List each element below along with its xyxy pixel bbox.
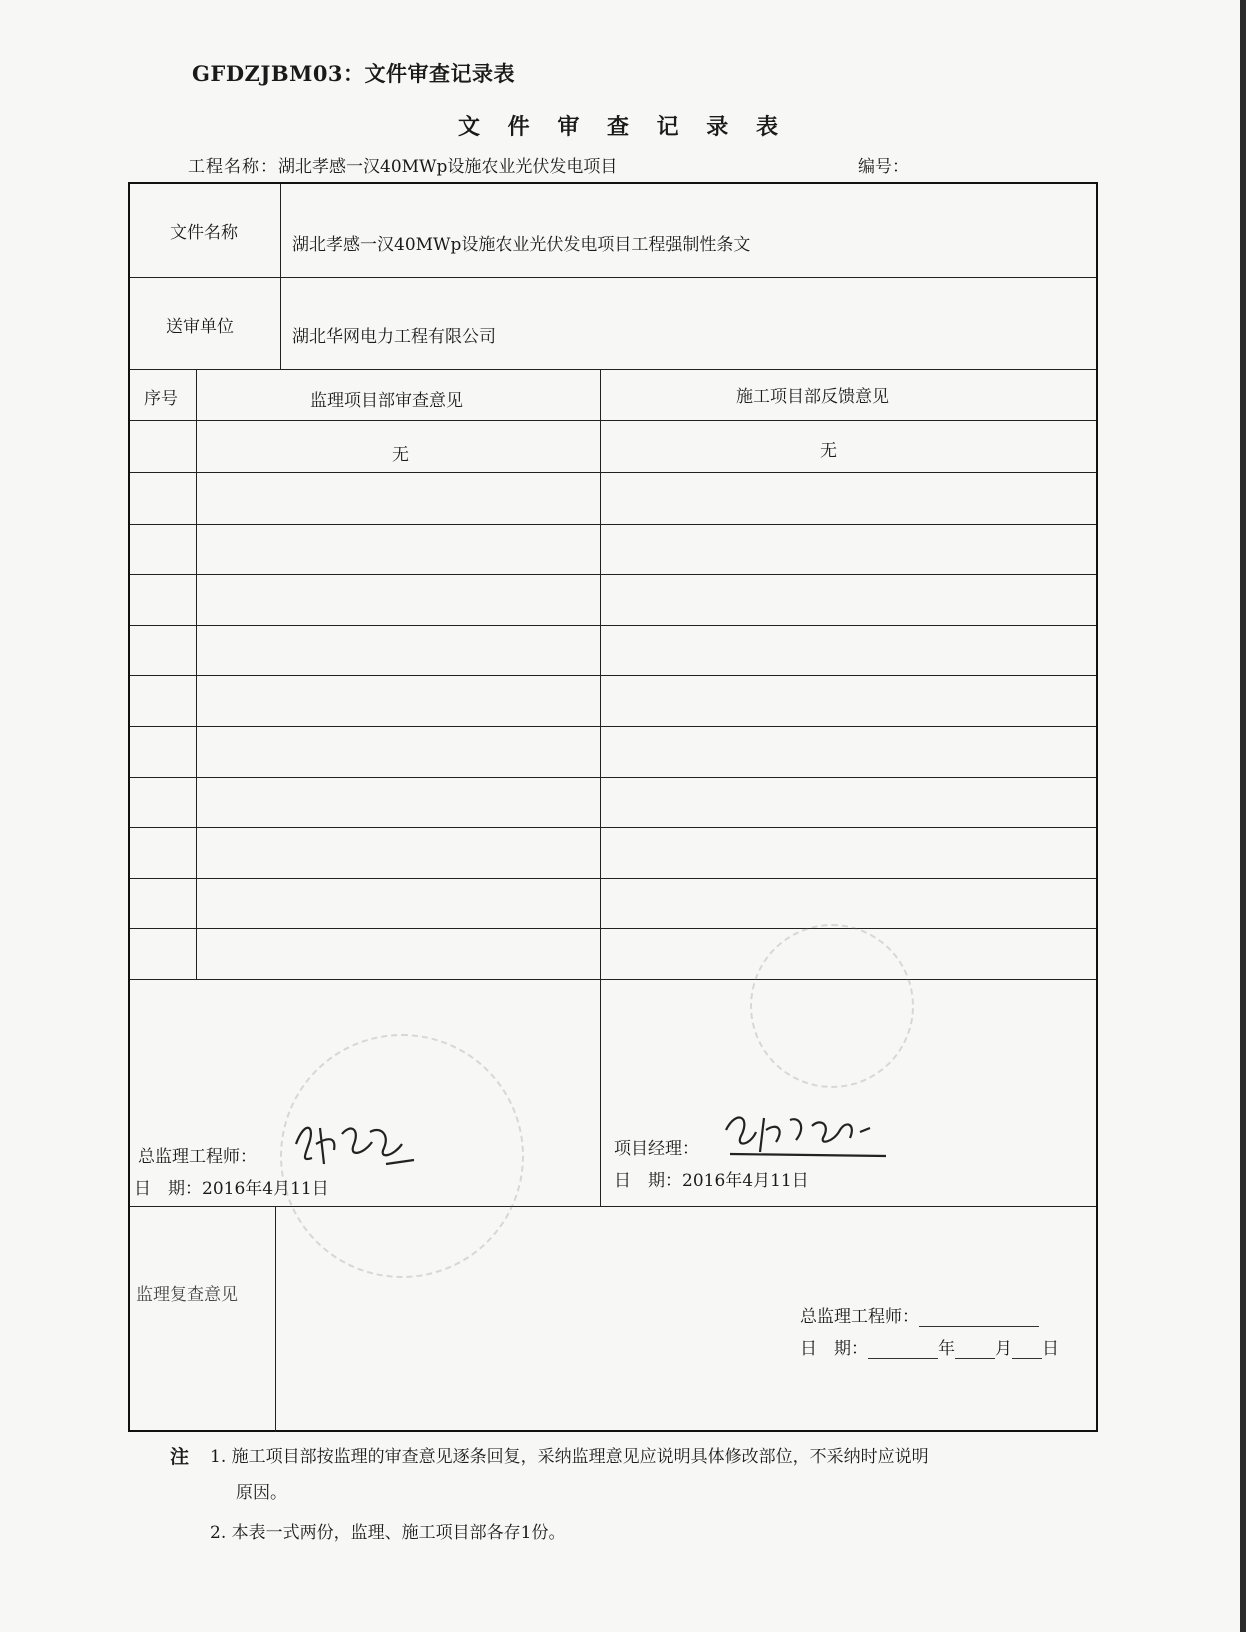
file-name-value: 湖北孝感一汉40MWp设施农业光伏发电项目工程强制性条文 <box>292 235 751 255</box>
review-date <box>800 1334 1059 1359</box>
table-cell-supervision: 无 <box>392 445 409 465</box>
review-label: 监理复查意见 <box>136 1285 238 1305</box>
manager-date-label: 日 期： <box>614 1171 682 1191</box>
review-form <box>128 182 1098 1432</box>
col-divider <box>275 1206 276 1432</box>
row-divider <box>130 472 1096 473</box>
chief-date-label: 日 期： <box>134 1179 202 1199</box>
unit-label: 送审单位 <box>166 317 234 337</box>
review-month-blank <box>955 1340 995 1359</box>
chief-engineer-signature <box>290 1114 420 1170</box>
row-divider <box>130 928 1096 929</box>
project-label: 工程名称： <box>188 157 278 177</box>
review-engineer <box>800 1302 1039 1327</box>
note-item-2: 2. 本表一式两份，监理、施工项目部各存1份。 <box>210 1523 566 1543</box>
table-cell-construction: 无 <box>820 441 837 461</box>
review-year-label: 年 <box>938 1339 955 1359</box>
review-year-blank <box>868 1340 938 1359</box>
row-divider <box>130 878 1096 879</box>
notes-head: 注 <box>170 1446 190 1468</box>
manager-date <box>614 1166 809 1191</box>
note-item-1-cont: 原因。 <box>236 1483 287 1503</box>
review-engineer-blank <box>919 1308 1039 1327</box>
row-divider <box>130 420 1096 421</box>
row-divider <box>130 574 1096 575</box>
manager-signature <box>720 1106 890 1162</box>
col-header-construction: 施工项目部反馈意见 <box>736 387 889 407</box>
note-item-1: 1. 施工项目部按监理的审查意见逐条回复，采纳监理意见应说明具体修改部位，不采纳时应说明 <box>210 1447 929 1467</box>
row-divider <box>130 726 1096 727</box>
row-divider <box>130 277 1096 278</box>
row-divider <box>130 979 1096 980</box>
unit-value: 湖北华网电力工程有限公司 <box>292 327 496 347</box>
col-divider <box>196 369 197 979</box>
row-divider <box>130 524 1096 525</box>
row-divider <box>130 777 1096 778</box>
project-line <box>188 152 617 177</box>
form-code: GFDZJBM03：文件审查记录表 <box>192 61 516 86</box>
page-title: 文 件 审 查 记 录 表 <box>458 114 788 140</box>
chief-date-value: 2016年4月11日 <box>202 1179 329 1199</box>
col-divider <box>600 369 601 1206</box>
manager-date-value: 2016年4月11日 <box>682 1171 809 1191</box>
official-stamp <box>750 924 914 1088</box>
page-edge-shadow <box>1240 0 1246 1632</box>
review-day-blank <box>1012 1340 1042 1359</box>
manager-label: 项目经理： <box>614 1139 699 1159</box>
file-name-label: 文件名称 <box>170 223 238 243</box>
chief-date <box>134 1174 329 1199</box>
col-header-no: 序号 <box>144 389 178 409</box>
chief-engineer-label: 总监理工程师： <box>138 1147 257 1167</box>
row-divider <box>130 625 1096 626</box>
col-header-supervision: 监理项目部审查意见 <box>310 391 463 411</box>
project-name: 湖北孝感一汉40MWp设施农业光伏发电项目 <box>278 157 618 177</box>
review-month-label: 月 <box>995 1339 1012 1359</box>
review-day-label: 日 <box>1042 1339 1059 1359</box>
review-engineer-label: 总监理工程师： <box>800 1307 919 1327</box>
col-divider <box>280 184 281 369</box>
number-label: 编号： <box>858 157 909 177</box>
review-date-label: 日 期： <box>800 1339 868 1359</box>
row-divider <box>130 827 1096 828</box>
row-divider <box>130 675 1096 676</box>
row-divider <box>130 369 1096 370</box>
